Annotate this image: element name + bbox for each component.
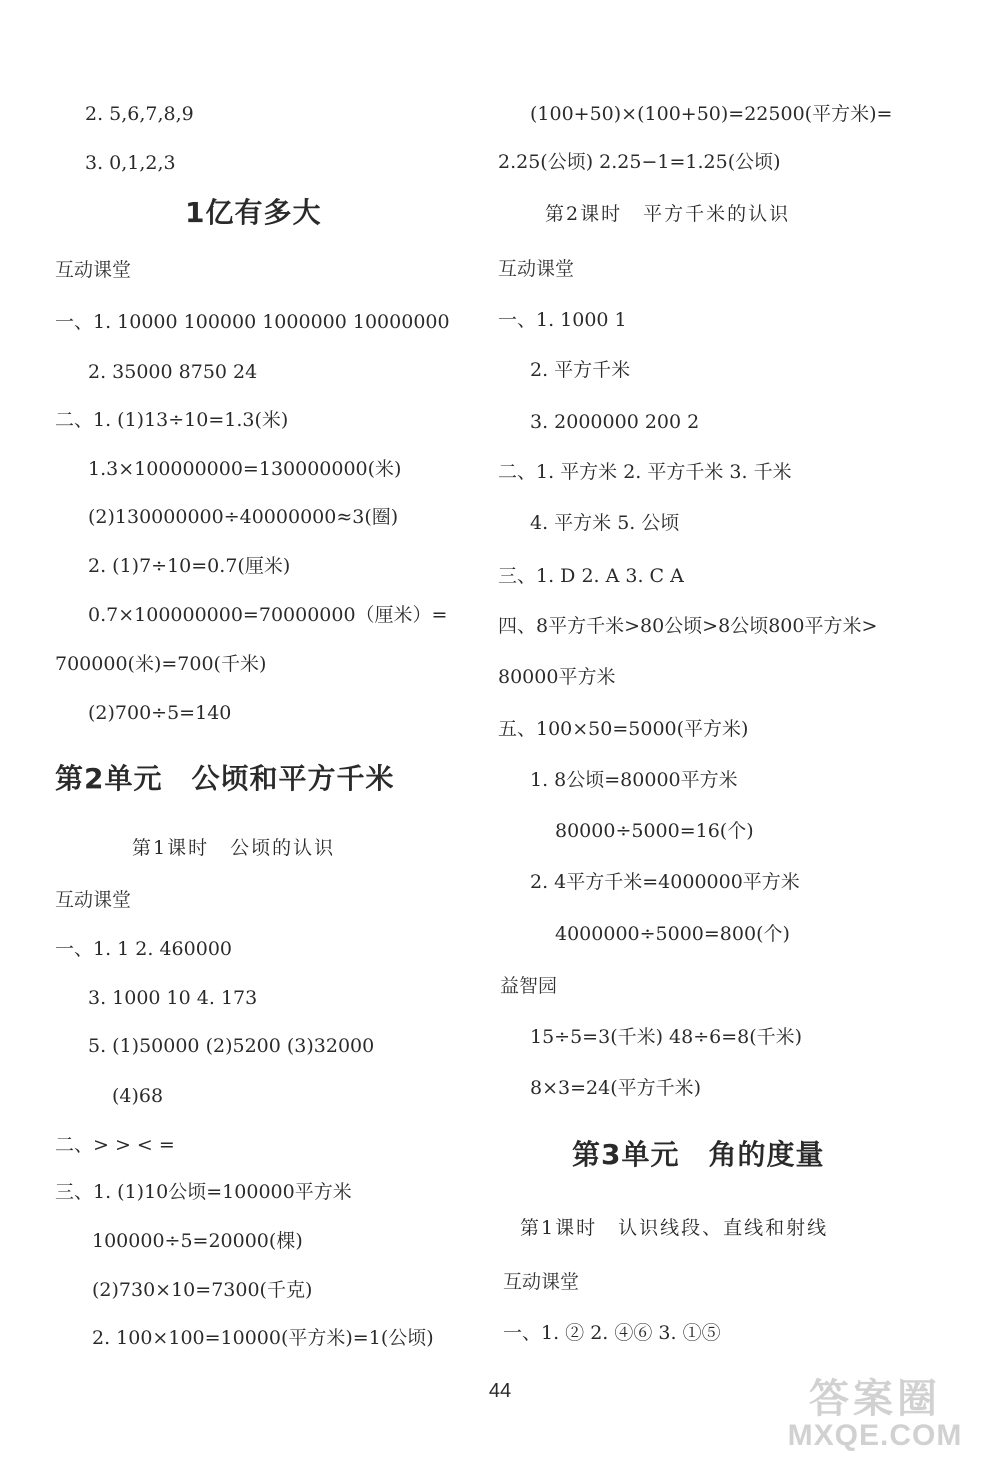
- answer-line: 0.7×100000000=70000000（厘米）=: [88, 604, 448, 626]
- answer-line: 五、100×50=5000(平方米): [498, 718, 749, 740]
- answer-line: 一、1. 10000 100000 1000000 10000000: [55, 311, 450, 333]
- watermark-site-text: MXQE.COM: [787, 1419, 963, 1452]
- answer-line: 3. 0,1,2,3: [85, 152, 176, 174]
- answer-line: 4. 平方米 5. 公顷: [530, 512, 680, 534]
- answer-line: 2. (1)7÷10=0.7(厘米): [88, 555, 291, 577]
- answer-line: 1.3×100000000=130000000(米): [88, 458, 402, 480]
- subsection-label: 益智园: [500, 975, 558, 997]
- answer-line: 2. 100×100=10000(平方米)=1(公顷): [92, 1327, 434, 1349]
- answer-line: 3. 1000 10 4. 173: [88, 987, 258, 1009]
- answer-line: 二、> > < =: [55, 1134, 175, 1156]
- answer-line: 一、1. 1 2. 460000: [55, 938, 232, 960]
- section-heading: 1亿有多大: [185, 196, 322, 229]
- answer-line: 3. 2000000 200 2: [530, 411, 700, 433]
- answer-line: 2. 平方千米: [530, 359, 631, 381]
- answer-line: 2. 35000 8750 24: [88, 361, 258, 383]
- answer-line: (2)130000000÷40000000≈3(圈): [88, 506, 399, 528]
- answer-line: 15÷5=3(千米) 48÷6=8(千米): [530, 1026, 803, 1048]
- answer-line: 80000÷5000=16(个): [555, 820, 754, 842]
- page-number: 44: [488, 1380, 512, 1402]
- answer-line: 80000平方米: [498, 666, 616, 688]
- answer-line: 一、1. ② 2. ④⑥ 3. ①⑤: [503, 1322, 721, 1344]
- lesson-heading: 第1课时 公顷的认识: [132, 837, 336, 859]
- answer-line: 二、1. (1)13÷10=1.3(米): [55, 409, 289, 431]
- subsection-label: 互动课堂: [55, 889, 132, 911]
- lesson-heading: 第1课时 认识线段、直线和射线: [520, 1217, 829, 1239]
- answer-line: 三、1. (1)10公顷=100000平方米: [55, 1181, 352, 1203]
- answer-line: (2)730×10=7300(千克): [92, 1279, 313, 1301]
- lesson-heading: 第2课时 平方千米的认识: [545, 203, 791, 225]
- answer-line: 5. (1)50000 (2)5200 (3)32000: [88, 1035, 375, 1057]
- answer-line: (100+50)×(100+50)=22500(平方米)=: [530, 103, 893, 125]
- subsection-label: 互动课堂: [498, 258, 575, 280]
- answer-line: 四、8平方千米>80公顷>8公顷800平方米>: [498, 615, 878, 637]
- subsection-label: 互动课堂: [503, 1271, 580, 1293]
- answer-line: 二、1. 平方米 2. 平方千米 3. 千米: [498, 461, 792, 483]
- answer-line: 8×3=24(平方千米): [530, 1077, 702, 1099]
- answer-line: 100000÷5=20000(棵): [92, 1230, 303, 1252]
- unit-heading: 第2单元 公顷和平方千米: [55, 762, 395, 795]
- answer-line: 1. 8公顷=80000平方米: [530, 769, 738, 791]
- answer-line: 2.25(公顷) 2.25−1=1.25(公顷): [498, 151, 781, 173]
- unit-heading: 第3单元 角的度量: [572, 1138, 825, 1171]
- watermark-logo: [770, 1367, 980, 1457]
- answer-line: 三、1. D 2. A 3. C A: [498, 565, 684, 587]
- answer-line: 一、1. 1000 1: [498, 309, 627, 331]
- answer-line: (4)68: [112, 1085, 164, 1107]
- subsection-label: 互动课堂: [55, 259, 132, 281]
- answer-line: 2. 5,6,7,8,9: [85, 103, 194, 125]
- watermark-top-text: 答案圈: [809, 1376, 941, 1422]
- answer-line: 4000000÷5000=800(个): [555, 923, 790, 945]
- answer-line: 2. 4平方千米=4000000平方米: [530, 871, 800, 893]
- answer-line: 700000(米)=700(千米): [55, 653, 267, 675]
- answer-line: (2)700÷5=140: [88, 702, 232, 724]
